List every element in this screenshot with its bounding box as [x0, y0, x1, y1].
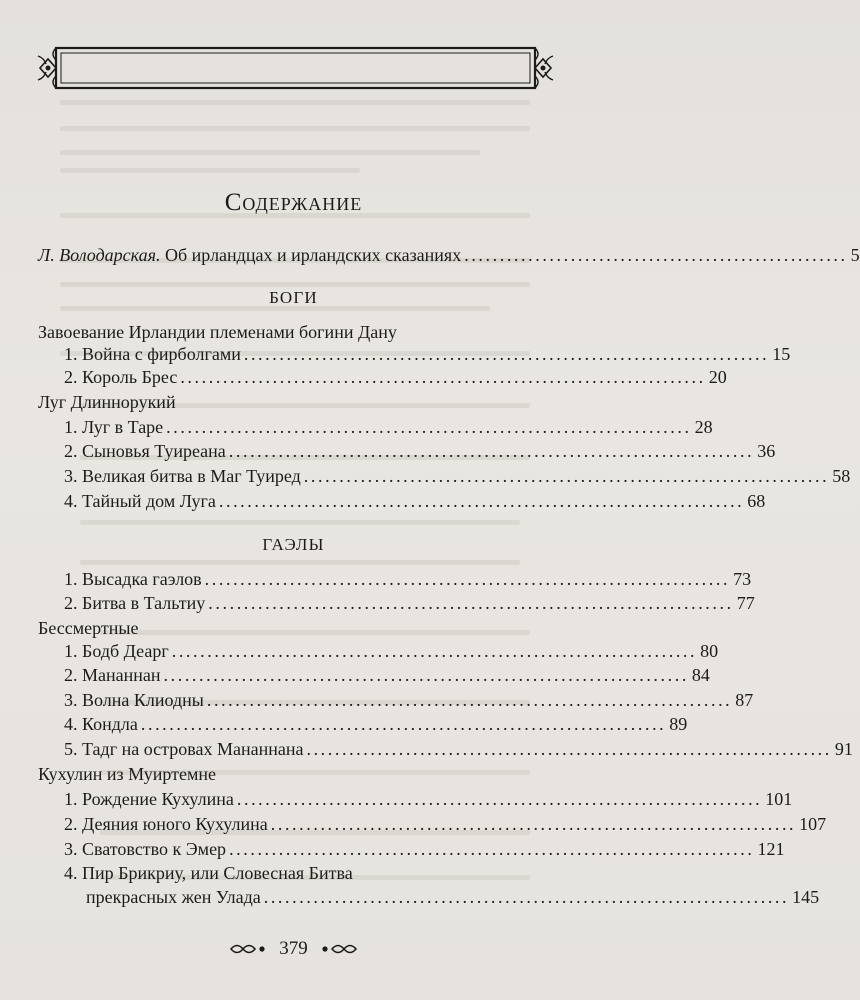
page-number: 28 [694, 417, 713, 437]
leader-dots: .......................................................................... [263, 887, 790, 907]
page-number: 5 [850, 245, 860, 265]
page-number-footer: 379 [279, 938, 308, 959]
entry-title: Об ирландцах и ирландских сказаниях [165, 245, 462, 265]
group-title: Завоевание Ирландии племенами богини Дану [38, 322, 397, 342]
leader-dots: .......................................................................... [270, 814, 797, 834]
toc-entry-label: 1. Луг в Таре [64, 417, 164, 437]
leader-dots: .......................................................................... [208, 593, 734, 613]
page-number: 58 [832, 466, 851, 486]
toc-entry[interactable] [64, 838, 785, 860]
leader-dots: .......................................................................... [243, 344, 770, 364]
leader-dots: .......................................................................... [236, 789, 763, 809]
leader-dots: .......................................................................... [206, 690, 733, 710]
leader-dots: .......................................................................... [218, 491, 745, 511]
toc-entry-label: 1. Рождение Кухулина [64, 789, 234, 809]
page-number: 36 [757, 441, 776, 461]
toc-entry-label: 4. Кондла [64, 714, 138, 734]
toc-entry-continuation: прекрасных жен Улада [86, 887, 261, 907]
toc-entry-label[interactable]: 4. Пир Брикриу, или Словесная Битва [64, 863, 353, 883]
section-heading-gaels: ГАЭЛЫ [262, 535, 325, 554]
toc-entry[interactable] [64, 490, 766, 512]
toc-entry[interactable] [64, 689, 754, 711]
leader-dots: .......................................................................... [166, 417, 692, 437]
page-number: 145 [792, 887, 820, 907]
toc-entry-label: 2. Король Брес [64, 367, 178, 387]
page-number: 20 [708, 367, 727, 387]
section-heading-gods: БОГИ [269, 288, 318, 307]
leader-dots: .......................................................................... [163, 665, 689, 685]
toc-entry[interactable] [64, 640, 719, 662]
page-number: 101 [765, 789, 793, 809]
group-title: Луг Длиннорукий [38, 392, 176, 412]
page-number: 121 [757, 839, 785, 859]
leader-dots: .......................................................................... [204, 569, 731, 589]
ornamental-header-frame [38, 44, 553, 92]
leader-dots: .......................................................................... [171, 641, 698, 661]
page-number: 91 [834, 739, 853, 759]
toc-entry-label: 2. Битва в Тальтиу [64, 593, 206, 613]
leader-dots: .......................................................................... [303, 466, 830, 486]
toc-entry[interactable] [64, 366, 727, 388]
toc-entry-label [38, 244, 461, 266]
toc-entry-label: 2. Деяния юного Кухулина [64, 814, 268, 834]
leader-dots: .......................................................................... [228, 441, 755, 461]
toc-entry[interactable] [64, 713, 688, 735]
toc-entry[interactable] [64, 440, 776, 462]
group-title: Кухулин из Муиртемне [38, 764, 216, 784]
toc-entry[interactable] [64, 343, 791, 365]
leader-dots: ...................................................... [464, 245, 848, 265]
toc-entry[interactable] [64, 738, 853, 760]
toc-entry-label: 3. Сватовство к Эмер [64, 839, 227, 859]
toc-entry[interactable] [64, 788, 793, 810]
ornament-left-icon [229, 941, 269, 957]
page-number: 107 [799, 814, 827, 834]
toc-entry-label: 2. Сыновья Туиреана [64, 441, 226, 461]
toc-entry[interactable] [64, 592, 755, 614]
page-number: 84 [691, 665, 710, 685]
toc-entry-label: 4. Тайный дом Луга [64, 491, 216, 511]
toc-entry-intro[interactable] [38, 244, 860, 266]
toc-entry[interactable] [64, 416, 713, 438]
page-number: 73 [733, 569, 752, 589]
page-number: 89 [669, 714, 688, 734]
toc-entry-label: 2. Мананнан [64, 665, 161, 685]
leader-dots: .......................................................................... [229, 839, 755, 859]
toc-entry[interactable] [64, 664, 710, 686]
toc-entry-label: 1. Высадка гаэлов [64, 569, 202, 589]
leader-dots: .......................................................................... [180, 367, 706, 387]
leader-dots: .......................................................................... [140, 714, 667, 734]
toc-entry[interactable] [64, 568, 752, 590]
toc-entry-label: 5. Тадг на островах Мананнана [64, 739, 304, 759]
page-title: Содержание [224, 189, 363, 216]
toc-entry-label: 3. Волна Клиодны [64, 690, 204, 710]
page-footer [0, 934, 587, 964]
leader-dots: .......................................................................... [306, 739, 832, 759]
toc-entry[interactable] [86, 886, 820, 908]
page-number: 15 [772, 344, 791, 364]
ornament-right-icon [318, 941, 358, 957]
toc-entry-label: 1. Бодб Деарг [64, 641, 169, 661]
toc-entry[interactable] [64, 813, 827, 835]
toc-entry[interactable] [64, 465, 851, 487]
page-number: 77 [736, 593, 755, 613]
page-number: 87 [735, 690, 754, 710]
toc-entry-label: 3. Великая битва в Маг Туиред [64, 466, 301, 486]
group-title: Бессмертные [38, 618, 139, 638]
page-number: 68 [747, 491, 766, 511]
author-name: Л. Володарская. [38, 245, 161, 265]
toc-entry-label: 1. Война с фирболгами [64, 344, 241, 364]
page-number: 80 [700, 641, 719, 661]
